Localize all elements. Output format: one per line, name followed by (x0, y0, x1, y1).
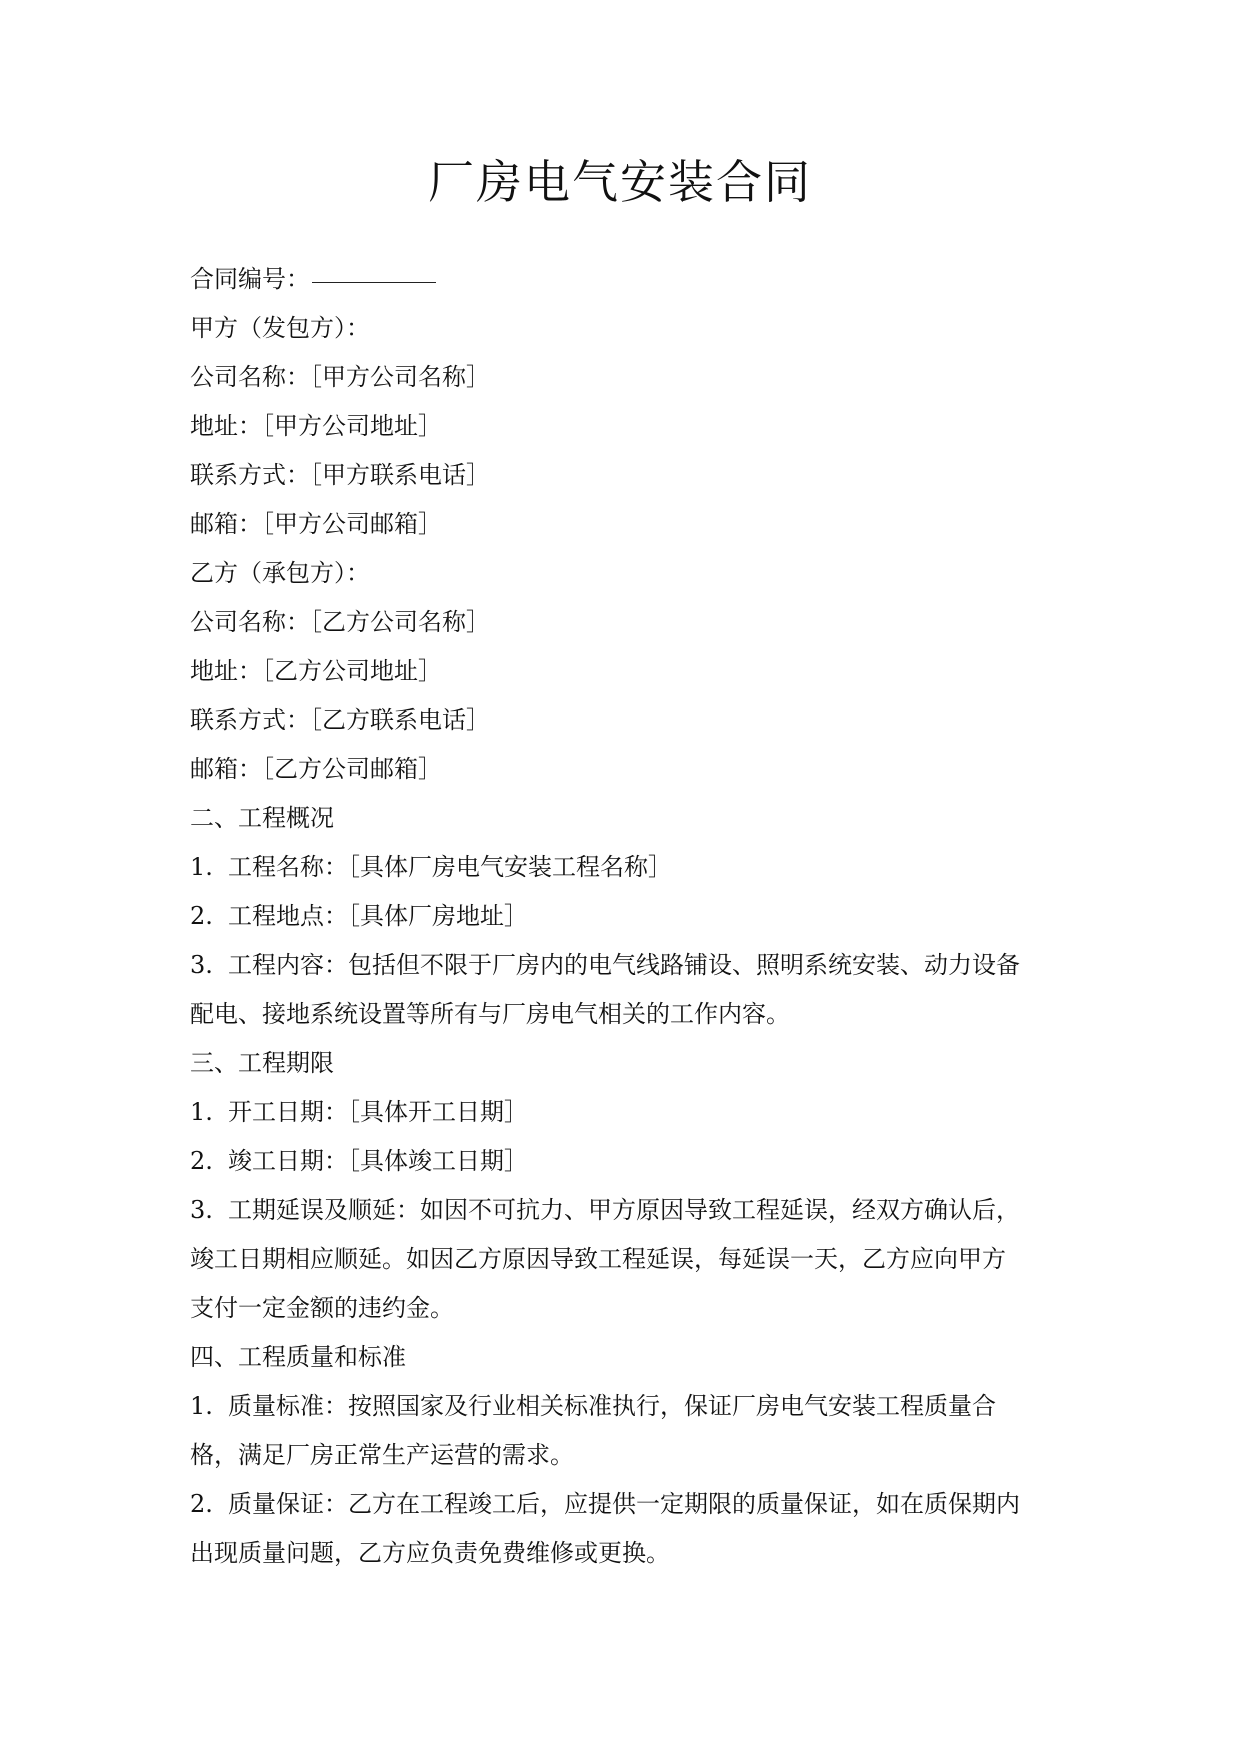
clause-number: 3. (190, 951, 213, 979)
clause-text: 工程内容：包括但不限于厂房内的电气线路铺设、照明系统安装、动力设备 (228, 951, 1020, 979)
contract-number-label: 合同编号： (190, 265, 310, 293)
clause-line (190, 1480, 1060, 1529)
document-body (190, 255, 1060, 1578)
clause-text: 工程名称：［具体厂房电气安装工程名称］ (228, 853, 672, 881)
party-a-address: 地址：［甲方公司地址］ (190, 412, 442, 440)
clause-number: 2. (190, 1490, 213, 1518)
clause-text: 工期延误及顺延：如因不可抗力、甲方原因导致工程延误，经双方确认后， (228, 1196, 1020, 1224)
clause-line (190, 1137, 1060, 1186)
clause-number: 3. (190, 1196, 213, 1224)
clause-line (190, 843, 1060, 892)
party-a-heading: 甲方（发包方）： (190, 314, 370, 342)
clause-continuation: 配电、接地系统设置等所有与厂房电气相关的工作内容。 (190, 1000, 790, 1028)
clause-text: 竣工日期：［具体竣工日期］ (228, 1147, 528, 1175)
party-b-contact: 联系方式：［乙方联系电话］ (190, 706, 490, 734)
party-a-contact: 联系方式：［甲方联系电话］ (190, 461, 490, 489)
section-heading: 二、工程概况 (190, 804, 334, 832)
party-a-email: 邮箱：［甲方公司邮箱］ (190, 510, 442, 538)
party-b-company: 公司名称：［乙方公司名称］ (190, 608, 490, 636)
clause-line (190, 1186, 1060, 1235)
clause-text: 工程地点：［具体厂房地址］ (228, 902, 528, 930)
contract-number-line (190, 255, 1060, 304)
clause-continuation: 格，满足厂房正常生产运营的需求。 (190, 1441, 574, 1469)
clause-number: 2. (190, 1147, 213, 1175)
clause-line (190, 892, 1060, 941)
clause-line (190, 1382, 1060, 1431)
clause-number: 1. (190, 853, 213, 881)
clause-line (190, 941, 1060, 990)
clause-line (190, 1088, 1060, 1137)
clause-number: 1. (190, 1098, 213, 1126)
party-b-heading: 乙方（承包方）： (190, 559, 370, 587)
section-heading: 三、工程期限 (190, 1049, 334, 1077)
section-heading: 四、工程质量和标准 (190, 1343, 406, 1371)
clause-continuation: 出现质量问题，乙方应负责免费维修或更换。 (190, 1539, 670, 1567)
clause-number: 2. (190, 902, 213, 930)
clause-continuation: 竣工日期相应顺延。如因乙方原因导致工程延误，每延误一天，乙方应向甲方 (190, 1245, 1006, 1273)
clause-text: 质量标准：按照国家及行业相关标准执行，保证厂房电气安装工程质量合 (228, 1392, 996, 1420)
document-title: 厂房电气安装合同 (428, 155, 812, 209)
clause-continuation: 支付一定金额的违约金。 (190, 1294, 454, 1322)
party-b-email: 邮箱：［乙方公司邮箱］ (190, 755, 442, 783)
clause-number: 1. (190, 1392, 213, 1420)
clause-text: 质量保证：乙方在工程竣工后，应提供一定期限的质量保证，如在质保期内 (228, 1490, 1020, 1518)
party-a-company: 公司名称：［甲方公司名称］ (190, 363, 490, 391)
contract-number-blank (312, 258, 436, 283)
clause-text: 开工日期：［具体开工日期］ (228, 1098, 528, 1126)
party-b-address: 地址：［乙方公司地址］ (190, 657, 442, 685)
